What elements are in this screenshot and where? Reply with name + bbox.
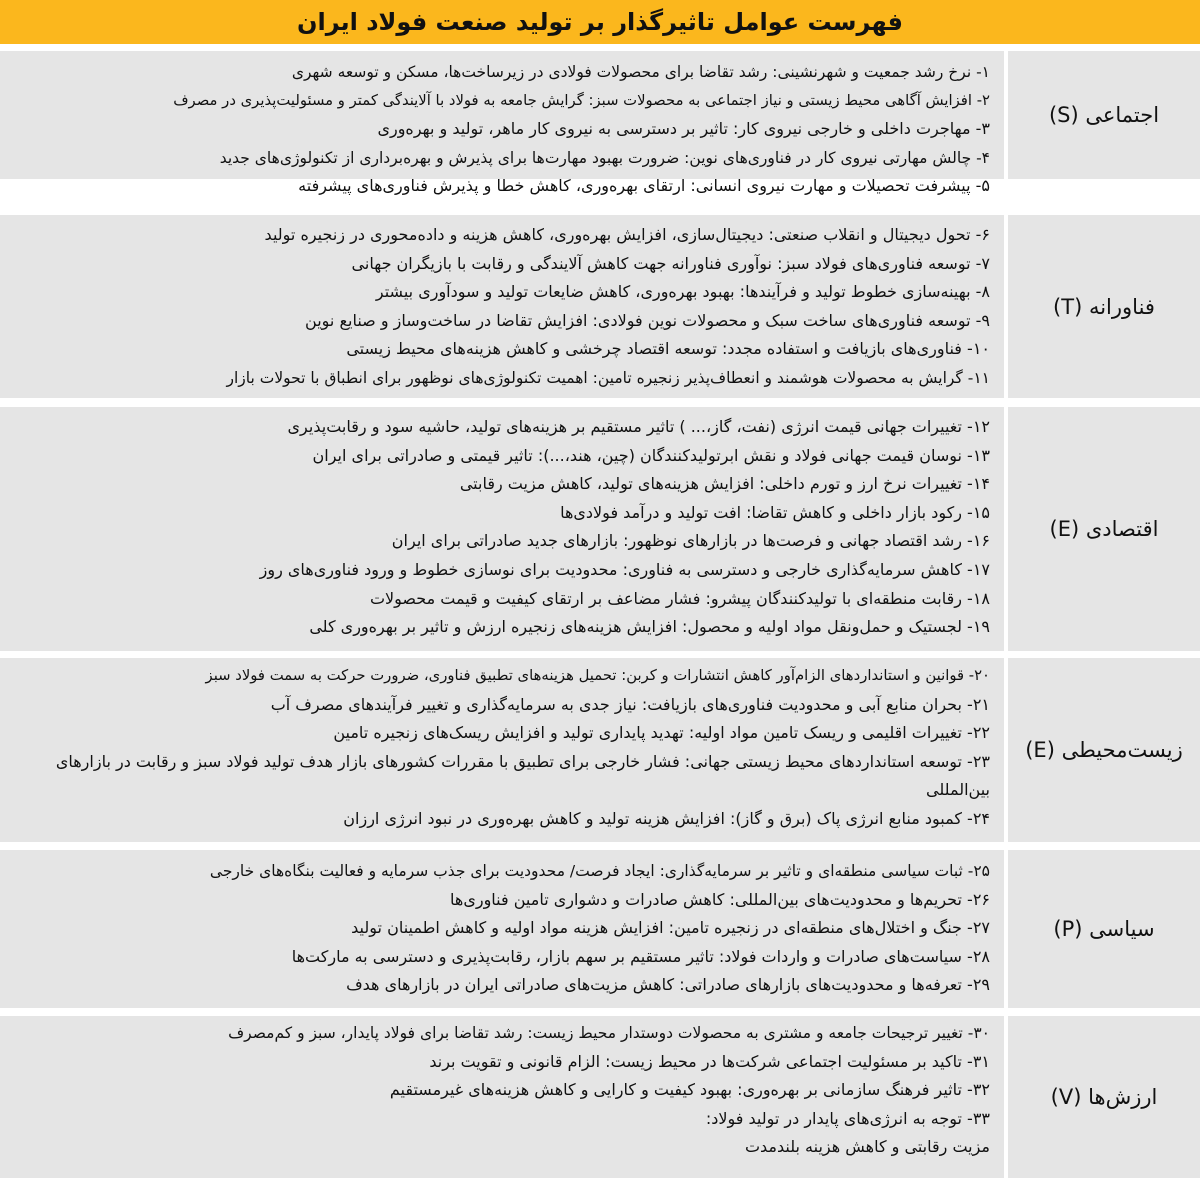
list-item: ۳۱- تاکید بر مسئولیت اجتماعی شرکت‌ها در محیط زیست: الزام قانونی و تقویت برند [429, 1051, 990, 1071]
section-political [0, 850, 1200, 1008]
list-item: ۳۲- تاثیر فرهنگ سازمانی بر بهره‌وری: بهبود کیفیت و کارایی و کاهش هزینه‌های غیرمستقیم [389, 1080, 990, 1100]
section-label: اقتصادی (E) [1008, 407, 1200, 651]
list-item: ۳۰- تغییر ترجیحات جامعه و مشتری به محصولات دوستدار محیط زیست: رشد تقاضا برای فولاد پایدار، سبز و کم‌مصرف [228, 1024, 990, 1042]
list-item: ۲۹- تعرفه‌ها و محدودیت‌های بازارهای صادراتی: کاهش مزیت‌های صادراتی ایران در بازارهای هدف [346, 975, 990, 995]
section-items [0, 850, 1004, 1008]
list-item: ۴- چالش مهارتی نیروی کار در فناوری‌های نوین: ضرورت بهبود مهارت‌ها برای پذیرش و بهره‌برداری از تکنولوژی‌های جدید [219, 148, 990, 167]
section-items [0, 51, 1004, 196]
list-item: ۲۷- جنگ و اختلال‌های منطقه‌ای در زنجیره تامین: افزایش هزینه مواد اولیه و کاهش اطمینان تولید [351, 918, 990, 938]
list-item: ۱۹- لجستیک و حمل‌ونقل مواد اولیه و محصول: افزایش هزینه‌های زنجیره ارزش و تاثیر بر بهره‌وری کلی [309, 617, 990, 637]
list-item: ۱۸- رقابت منطقه‌ای با تولیدکنندگان پیشرو: فشار مضاعف بر ارتقای کیفیت و قیمت محصولات [369, 588, 990, 608]
title-bar [0, 0, 1200, 44]
section-items [0, 658, 1004, 842]
section-items [0, 407, 1004, 651]
list-item: ۱۰- فناوری‌های بازیافت و استفاده مجدد: توسعه اقتصاد چرخشی و کاهش هزینه‌های محیط زیستی [346, 339, 990, 359]
section-environmental [0, 658, 1200, 842]
section-technological [0, 215, 1200, 398]
list-item: ۱۶- رشد اقتصاد جهانی و فرصت‌ها در بازارهای نوظهور: بازارهای جدید صادراتی برای ایران [391, 531, 990, 551]
section-label: زیست‌محیطی (E) [1008, 658, 1200, 842]
section-label: اجتماعی (S) [1008, 51, 1200, 179]
page-title: فهرست عوامل تاثیرگذار بر تولید صنعت فولاد ایران [297, 8, 903, 36]
list-item: ۲۳- توسعه استانداردهای محیط زیستی جهانی: فشار خارجی برای تطبیق با مقررات کشورهای بازار هدف تولید فولاد سبز و رقابت در بازارهای بین‌المللی [55, 751, 990, 800]
list-item: ۱۵- رکود بازار داخلی و کاهش تقاضا: افت تولید و درآمد فولادی‌ها [560, 502, 990, 522]
list-item: ۳۳- توجه به انرژی‌های پایدار در تولید فولاد: [705, 1108, 990, 1128]
list-item: ۵- پیشرفت تحصیلات و مهارت نیروی انسانی: ارتقای بهره‌وری، کاهش خطا و پذیرش فناوری‌های پیشرفته [298, 176, 990, 196]
list-item: ۲۴- کمبود منابع انرژی پاک (برق و گاز): افزایش هزینه تولید و کاهش بهره‌وری در نبود انرژی ارزان [343, 808, 990, 828]
list-item: ۶- تحول دیجیتال و انقلاب صنعتی: دیجیتال‌سازی، افزایش بهره‌وری، کاهش هزینه و داده‌محوری در زنجیره تولید [264, 225, 990, 244]
section-label: فناورانه (T) [1008, 215, 1200, 398]
list-item: مزیت رقابتی و کاهش هزینه بلندمدت [744, 1137, 990, 1157]
list-item: ۸- بهینه‌سازی خطوط تولید و فرآیندها: بهبود بهره‌وری، کاهش ضایعات تولید و سودآوری بیشتر [375, 282, 990, 302]
list-item: ۲۰- قوانین و استانداردهای الزام‌آور کاهش انتشارات و کربن: تحمیل هزینه‌های تطبیق فناوری، ضرورت حرکت به سمت فولاد سبز [205, 667, 990, 684]
list-item: ۱۷- کاهش سرمایه‌گذاری خارجی و دسترسی به فناوری: محدودیت برای نوسازی خطوط و ورود فناوری‌های روز [259, 559, 990, 579]
list-item: ۲۸- سیاست‌های صادرات و واردات فولاد: تاثیر مستقیم بر سهم بازار، رقابت‌پذیری و دسترسی به مارکت‌ها [291, 946, 990, 966]
list-item: ۲۶- تحریم‌ها و محدودیت‌های بین‌المللی: کاهش صادرات و دشواری تامین فناوری‌ها [450, 889, 990, 909]
section-economic [0, 407, 1200, 651]
list-item: ۱۱- گرایش به محصولات هوشمند و انعطاف‌پذیر زنجیره تامین: اهمیت تکنولوژی‌های نوظهور برای انطباق با تحولات بازار [226, 368, 990, 387]
section-items [0, 215, 1004, 398]
list-item: ۲۲- تغییرات اقلیمی و ریسک تامین مواد اولیه: تهدید پایداری تولید و افزایش ریسک‌های زنجیره تامین [333, 723, 990, 743]
list-item: ۱۴- تغییرات نرخ ارز و تورم داخلی: افزایش هزینه‌های تولید، کاهش مزیت رقابتی [459, 474, 990, 494]
list-item: ۲۵- ثبات سیاسی منطقه‌ای و تاثیر بر سرمایه‌گذاری: ایجاد فرصت/ محدودیت برای جذب سرمایه و فعالیت بنگاه‌های خارجی [209, 862, 990, 880]
list-item: ۹- توسعه فناوری‌های ساخت سبک و محصولات نوین فولادی: افزایش تقاضا در ساخت‌وساز و صنایع نوین [305, 310, 990, 330]
list-item: ۷- توسعه فناوری‌های فولاد سبز: نوآوری فناورانه جهت کاهش آلایندگی و رقابت با بازیگران جهانی [351, 253, 990, 273]
list-item: ۱- نرخ رشد جمعیت و شهرنشینی: رشد تقاضا برای محصولات فولادی در زیرساخت‌ها، مسکن و توسعه شهری [291, 63, 990, 81]
list-item: ۲- افزایش آگاهی محیط زیستی و نیاز اجتماعی به محصولات سبز: گرایش جامعه به فولاد با آلایندگی کمتر و مسئولیت‌پذیری در مصرف [173, 91, 990, 109]
list-item: ۱۲- تغییرات جهانی قیمت انرژی (نفت، گاز،... ) تاثیر مستقیم بر هزینه‌های تولید، حاشیه سود و رقابت‌پذیری [287, 417, 990, 436]
section-label: ارزش‌ها (V) [1008, 1016, 1200, 1178]
list-item: ۱۳- نوسان قیمت جهانی فولاد و نقش ابرتولیدکنندگان (چین، هند،...): تاثیر قیمتی و صادراتی برای ایران [312, 445, 990, 465]
section-items [0, 1016, 1004, 1178]
section-values [0, 1016, 1200, 1178]
list-item: ۲۱- بحران منابع آبی و محدودیت فناوری‌های بازیافت: نیاز جدی به سرمایه‌گذاری و تغییر فرآیندهای مصرف آب [270, 694, 990, 714]
section-label: سیاسی (P) [1008, 850, 1200, 1008]
section-social [0, 51, 1200, 196]
list-item: ۳- مهاجرت داخلی و خارجی نیروی کار: تاثیر بر دسترسی به نیروی کار ماهر، تولید و بهره‌وری [377, 119, 990, 139]
